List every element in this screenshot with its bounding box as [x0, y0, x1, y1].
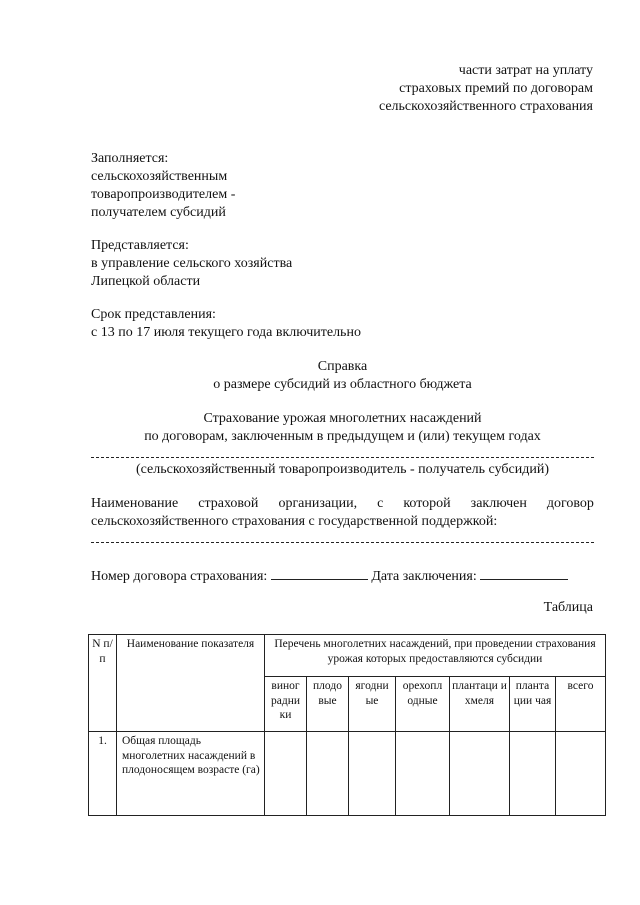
document-title: Справка — [317, 359, 368, 374]
insurer-word: которой — [403, 496, 451, 511]
document-title-line-2: о размере субсидий из областного бюджета — [213, 377, 472, 392]
header-num: N п/п — [89, 635, 117, 732]
contract-row — [91, 566, 568, 586]
cell-nut[interactable] — [396, 732, 450, 816]
insurer-word: договор — [546, 496, 594, 511]
document-subtitle-line-2: по договорам, заключенным в предыдущем и (или) текущем годах — [144, 429, 541, 444]
insurer-label-line-2: сельскохозяйственного страхования с государственной поддержкой: — [91, 514, 498, 529]
subsidy-table — [88, 634, 606, 816]
submitted-to-line-2: в управление сельского хозяйства — [91, 256, 293, 271]
header-line-3: сельскохозяйственного страхования — [378, 99, 593, 114]
submitted-to-label: Представляется: — [91, 238, 189, 253]
header-indicator-name: Наименование показателя — [117, 635, 265, 732]
cell-hops[interactable] — [450, 732, 510, 816]
cell-vineyards[interactable] — [265, 732, 307, 816]
header-nut: орехопл одные — [396, 677, 450, 732]
insurer-word: Наименование — [91, 496, 179, 511]
cell-berry[interactable] — [349, 732, 396, 816]
filled-by-label: Заполняется: — [91, 151, 169, 166]
insurer-field-line[interactable] — [91, 542, 594, 543]
table-row — [89, 732, 606, 816]
insurer-word: организации, — [278, 496, 358, 511]
deadline-label: Срок представления: — [91, 307, 216, 322]
contract-date-label: Дата заключения: — [371, 569, 477, 584]
contract-date-field[interactable] — [480, 566, 568, 580]
header-line-1: части затрат на уплату — [458, 63, 593, 78]
header-tea: планта ции чая — [510, 677, 556, 732]
producer-caption: (сельскохозяйственный товаропроизводитель - получатель субсидий) — [136, 462, 549, 477]
cell-fruit[interactable] — [307, 732, 349, 816]
cell-total[interactable] — [556, 732, 606, 816]
filled-by-line-4: получателем субсидий — [91, 205, 226, 220]
header-plantations-group: Перечень многолетних насаждений, при проведении страхования урожая которых предоставляются субсидии — [265, 635, 606, 677]
contract-number-field[interactable] — [271, 566, 368, 580]
header-hops: плантаци и хмеля — [450, 677, 510, 732]
cell-tea[interactable] — [510, 732, 556, 816]
row-indicator-name: Общая площадь многолетних насаждений в плодоносящем возрасте (га) — [117, 732, 265, 816]
header-berry: ягодни ые — [349, 677, 396, 732]
row-num: 1. — [89, 732, 117, 816]
table-label: Таблица — [543, 600, 593, 615]
submitted-to-line-3: Липецкой области — [91, 274, 201, 289]
insurer-word: заключен — [470, 496, 527, 511]
insurer-word: страховой — [198, 496, 259, 511]
contract-number-label: Номер договора страхования: — [91, 569, 268, 584]
insurer-label-line-1 — [91, 495, 594, 513]
header-vineyards: виног радни ки — [265, 677, 307, 732]
insurer-word: с — [377, 496, 384, 511]
header-total: всего — [556, 677, 606, 732]
deadline-value: с 13 по 17 июля текущего года включительно — [91, 325, 361, 340]
producer-field-line[interactable] — [91, 457, 594, 458]
header-fruit: плодо вые — [307, 677, 349, 732]
document-subtitle: Страхование урожая многолетних насаждений — [203, 411, 482, 426]
filled-by-line-2: сельскохозяйственным — [91, 169, 228, 184]
header-line-2: страховых премий по договорам — [399, 81, 593, 96]
filled-by-line-3: товаропроизводителем - — [91, 187, 236, 202]
